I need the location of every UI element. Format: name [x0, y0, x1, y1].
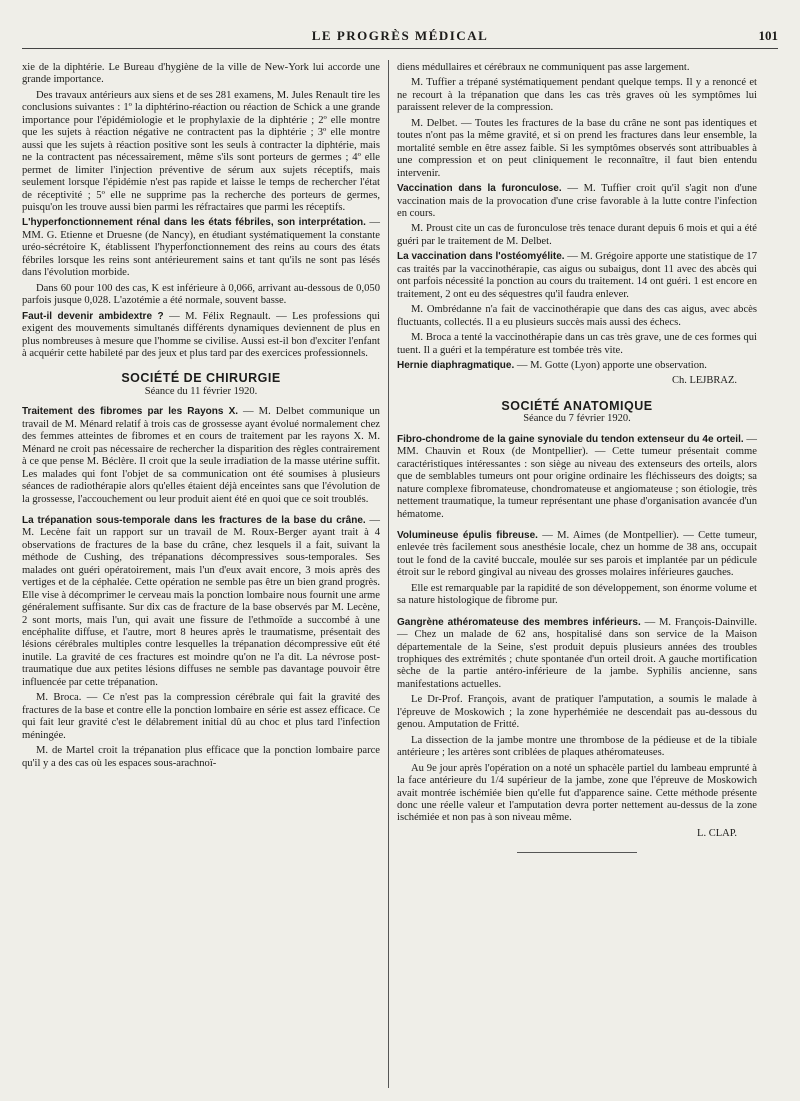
paragraph: Le Dr-Prof. François, avant de pratiquer l'amputation, a soumis le malade à l'épreuve de Moskowich ; la zone hyperhémiée ne descendait pas au-dessous du genou. Amputation de Fritté. [397, 694, 757, 731]
article-text: — M. Gotte (Lyon) apporte une observation. [514, 359, 707, 371]
paragraph: La dissection de la jambe montre une thrombose de la pédieuse et de la tibiale antérieure ; les artères sont criblées de plaques athéromateuses. [397, 734, 757, 759]
session-date: Séance du 7 février 1920. [523, 413, 631, 425]
article-paragraph [397, 183, 757, 220]
right-column [397, 62, 757, 853]
article-heading: Hernie diaphragmatique. [397, 359, 515, 371]
author-signature: L. CLAP. [697, 827, 737, 839]
paragraph: Au 9e jour après l'opération on a noté un sphacèle partiel du lambeau emprunté à la face antérieure du 1/4 supérieur de la jambe, zone que l'épreuve de Moskowich avait montrée ischémiée bien qu'elle fut d'apparence saine. Cette méthode présente donc une réelle valeur et l'amputation devra porter nettement au-dessus de la zone ischémiée et non pas à son niveau même. [397, 762, 757, 824]
article-paragraph [22, 217, 380, 279]
paragraph: M. Ombrédanne n'a fait de vaccinothérapie que dans des cas aigus, avec abcès fluctuants, collectés. Il a eu plusieurs succès mais aussi des échecs. [397, 304, 757, 328]
article-heading: Traitement des fibromes par les Rayons X. [22, 406, 239, 418]
left-column [22, 62, 380, 773]
article-heading: La trépanation sous-temporale dans les fractures de la base du crâne. [22, 514, 366, 526]
end-rule [517, 852, 637, 853]
paragraph: M. de Martel croit la trépanation plus efficace que la ponction lombaire parce qu'il y a des cas où les espaces sous-arachnoï- [22, 745, 380, 769]
article-text: — M. Félix Regnault. — Les professions qui exigent des mouvements simultanés différents dynamiques deviennent de plus en plus nombreuses à mesure que l'homme se civilise. Aussi est-il bon d'exciter l'enfant à acquérir cette habileté par des jeux et plus tard par des exercices professionnels. [22, 310, 380, 359]
article-text: — M. François-Dainville. — Chez un malade de 62 ans, hospitalisé dans son service de la Maison départementale de la Seine, s'est produit depuis plusieurs années des troubles trophiques des extrémités ; chute spontanée d'un orteil droit. A gauche mortification sèche de la partie antéro-inférieure de la jambe. Syphilis ancienne, sans manifestations actuelles. [397, 616, 757, 690]
article-paragraph [397, 617, 757, 692]
paragraph: xie de la diphtérie. Le Bureau d'hygiène de la ville de New-York lui accorde une grande importance. [22, 62, 380, 86]
article-heading: Faut-il devenir ambidextre ? [22, 310, 164, 322]
article-paragraph [22, 311, 380, 361]
article-heading: L'hyperfonctionnement rénal dans les états fébriles, son interprétation. [22, 217, 366, 229]
paragraph: M. Broca. — Ce n'est pas la compression cérébrale qui fait la gravité des fractures de la base et contre elle la ponction lombaire en série est assez efficace. Ce qui fait leur gravité c'est le délabrement initial dû au choc et plus tard l'infection méningée. [22, 692, 380, 741]
section-title: SOCIÉTÉ DE CHIRURGIE [121, 371, 281, 386]
article-paragraph [397, 434, 757, 521]
article-heading: Volumineuse épulis fibreuse. [397, 529, 538, 541]
session-date: Séance du 11 février 1920. [144, 385, 258, 397]
article-text: — M. Delbet communique un travail de M. Ménard relatif à trois cas de grossesse ayant évolué normalement chez des femmes atteintes de fibromes et en cours de traitement par les rayons X. M. Ménard ne croit pas nécessaire de rechercher la disparition des règles contrairement à ce que pense M. Béclère. Il croit que la seule irradiation de la masse utérine suffit. Les malades qui font l'objet de sa communication ont été soumises à plusieurs séances de radiothérapie alors qu'elles étaient déjà enceintes sans que l'évolution de la grossesse, l'accouchement ou leur produit aient été en quoi que ce soit troublés. [22, 406, 380, 505]
author-signature: Ch. LEJBRAZ. [671, 375, 737, 387]
article-paragraph [397, 530, 757, 580]
column-divider [388, 60, 389, 1088]
page-number: 101 [758, 28, 778, 43]
article-text: — M. Lecène fait un rapport sur un travail de M. Roux-Berger ayant trait à 4 observations de fractures de la base du crâne, chez lesquels il a fait, suivant la méthode de Cushing, des trépanations décompressives sous-temporales. Ses malades ont guéri opératoirement, mais l'un d'eux avait encore, 3 mois après des vertiges et de la céphalée. Cette opération ne semble pas être un bien grand progrès. Elle vise à décomprimer le cerveau mais la ponction lombaire nous fournit une arme généralement suffisante. Sur dix cas de fracture de la base observés par M. Lecène, 2 sont morts, mais l'un, qui avait une fissure de l'ethmoïde a succombé à une encéphalite diffuse, et l'autre, mort 8 heures après le traumatisme, présentait des lésions cérébrales multiples contre lesquelles la trépanation décompressive eût été inutile. La gravité de ces fractures est moindre qu'on ne l'a dit. La névrose post-traumatique due aux petites lésions diffuses ne semble pas davantage pouvoir être influencée par cette trépanation. [22, 514, 380, 688]
article-heading: Fibro-chondrome de la gaine synoviale du tendon extenseur du 4e orteil. [397, 433, 744, 445]
article-text: — M. Aimes (de Montpellier). — Cette tumeur, enlevée très facilement sous anesthésie locale, chez un homme de 38 ans, occupait tout le fond de la cavité buccale, moulée sur ses parois et implantée par un pédicule étroit sur le rebord gingival au niveau des grosses molaires inférieures gauches. [397, 529, 757, 579]
paragraph: M. Tuffier a trépané systématiquement pendant quelque temps. Il y a renoncé et ne recourt à la trépanation que dans les cas très graves où les symptômes lui paraissent relever de la compression. [397, 77, 757, 114]
article-paragraph [22, 406, 380, 506]
article-text: — MM. Chauvin et Roux (de Montpellier). — Cette tumeur présentait comme caractéristiques intéressantes : son siège au niveau des extenseurs des orteils, alors que de semblables tumeurs ont pour origine ordinaire les fléchisseurs des doigts; sa nature complexe fibromateuse, chondromateuse et angiomateuse ; son étiologie, très nettement traumatique, la tumeur représentant une phase d'organisation avancée d'un hématome. [397, 433, 758, 520]
article-heading: Vaccination dans la furonculose. [397, 183, 562, 195]
paragraph: M. Delbet. — Toutes les fractures de la base du crâne ne sont pas identiques et toutes n'ont pas la même gravité, et si on prend les fractures dans leur ensemble, la mortalité semble en être assez faible. Si les symptômes observés sont attribuables à une compression et on peut cliniquement le reconnaître, il faut bien entendu intervenir. [397, 117, 757, 179]
article-text: — M. Grégoire apporte une statistique de 17 cas traités par la vaccinothérapie, cas aigus ou subaigus, dont 11 avec des abcès qui ont parfois nécessité la ponction au cours du traitement. 14 ont guéri. 1 est encore en traitement, 2 ont eu des séquestres qu'il faudra enlever. [397, 251, 757, 300]
paragraph: M. Broca a tenté la vaccinothérapie dans un cas très grave, une de ces formes qui tuent. Il a guéri et la température est tombée très vite. [397, 332, 757, 356]
article-heading: Gangrène athéromateuse des membres inférieurs. [397, 616, 641, 628]
paragraph: Elle est remarquable par la rapidité de son développement, son énorme volume et sa nature histologique de fibrome pur. [397, 582, 757, 607]
article-text: — MM. G. Etienne et Druesne (de Nancy), en étudiant systématiquement la constante uréo-sécrétoire K, établissent l'hyperfonctionnement des reins au cours des états fébriles lorsque les reins sont antérieurement sains et tant qu'ils ne sont pas lésés dans l'évolution morbide. [22, 217, 380, 279]
article-paragraph [397, 360, 757, 372]
article-paragraph [22, 515, 380, 689]
article-heading: La vaccination dans l'ostéomyélite. [397, 251, 565, 263]
article-paragraph [397, 251, 757, 301]
running-header [22, 26, 778, 49]
article-text: — M. Tuffier croit qu'il s'agit non d'une vaccination mais de la provocation d'une crise favorable à la lutte contre l'infection en cours. [397, 183, 757, 219]
paragraph: M. Proust cite un cas de furonculose très tenace durant depuis 6 mois et qui a été guéri par le traitement de M. Delbet. [397, 223, 757, 247]
paragraph: Dans 60 pour 100 des cas, K est inférieure à 0,066, arrivant au-dessous de 0,050 parfois jusque 0,028. L'azotémie a été normale, souvent basse. [22, 282, 380, 307]
journal-title: LE PROGRÈS MÉDICAL [311, 28, 489, 43]
paragraph: Des travaux antérieurs aux siens et de ses 281 examens, M. Jules Renault tire les conclusions suivantes : 1º la diphtérino-réaction ou réaction de Schick a une grande importance pour l'épidémiologie et le prophylaxie de la diphtérie ; 2º elle montre que les sujets à réaction négative ne contractent pas la diphtérie ; 3º elle montre aussi que les sujets à réaction positive sont les seuls à contracter la diphtérie, mais ne la contractent pas nécessairement, même s'ils sont porteurs de germes ; 4º elle permet de limiter l'injection préventive de sérum aux sujets réceptifs, mais seulement lorsque l'épidémie n'est pas rapide et laisse le temps de rechercher l'état de réceptivité ; 5º elle ne supprime pas la recherche des porteurs de germes, puisqu'on les trouve aussi bien parmi les réfractaires que parmi les réceptifs. [22, 89, 380, 213]
paragraph: diens médullaires et cérébraux ne communiquent pas asse largement. [397, 62, 690, 73]
section-title: SOCIÉTÉ ANATOMIQUE [501, 398, 653, 413]
